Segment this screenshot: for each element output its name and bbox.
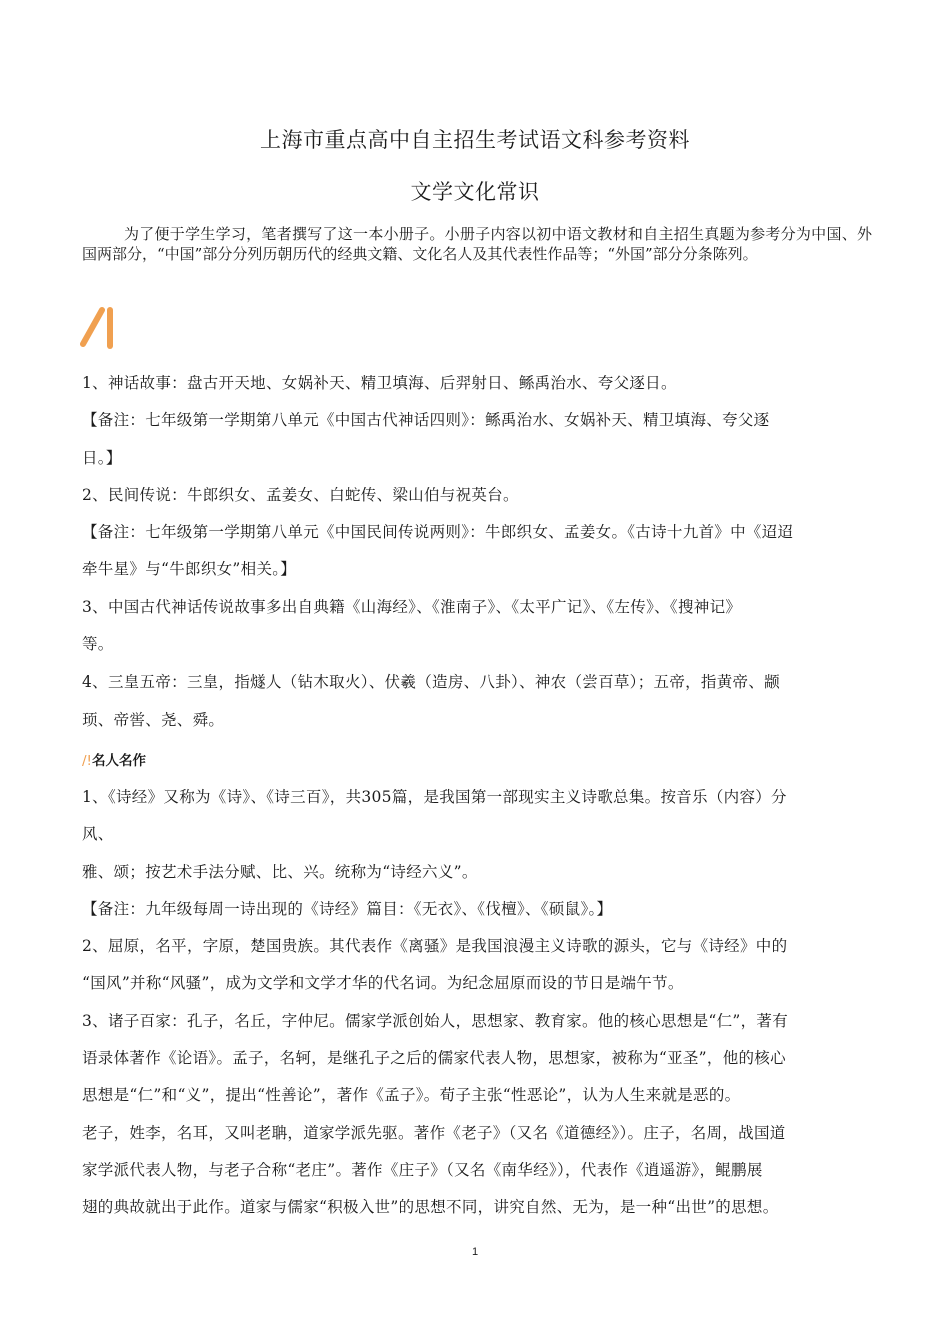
text-line: 翅的典故就出于此作。道家与儒家“积极入世”的思想不同，讲究自然、无为，是一种“出世”的思想。 <box>82 1198 779 1216</box>
text-line: “国风”并称“风骚”，成为文学和文学才华的代名词。为纪念屈原而设的节日是端午节。 <box>82 974 684 992</box>
text-line: 【备注：七年级第一学期第八单元《中国古代神话四则》：鲧禹治水、女娲补天、精卫填海、夸父逐 <box>82 411 770 429</box>
text-line: 【备注：九年级每周一诗出现的《诗经》篇目：《无衣》、《伐檀》、《硕鼠》。】 <box>82 900 613 918</box>
orange-slash-logo-icon <box>80 304 120 350</box>
text-line: 语录体著作《论语》。孟子，名轲，是继孔子之后的儒家代表人物，思想家，被称为“亚圣”，他的核心 <box>82 1049 786 1067</box>
text-line: 等。 <box>82 635 114 653</box>
text-line: 日。】 <box>82 449 122 467</box>
text-line: 顼、帝喾、尧、舜。 <box>82 711 225 729</box>
text-line: 老子，姓李，名耳，又叫老聃，道家学派先驱。著作《老子》（又名《道德经》）。庄子，名周，战国道 <box>82 1124 786 1142</box>
document-subtitle: 文学文化常识 <box>410 180 540 204</box>
intro-paragraph: 为了便于学生学习，笔者撰写了这一本小册子。小册子内容以初中语文教材和自主招生真题为参考分为中国、外国两部分，“中国”部分分列历朝历代的经典文籍、文化名人及其代表性作品等；“外国”部分分条陈列。 <box>82 225 872 263</box>
text-line: 4、三皇五帝：三皇，指燧人（钻木取火）、伏羲（造房、八卦）、神农（尝百草）；五帝，指黄帝、颛 <box>82 673 780 691</box>
text-line: 家学派代表人物，与老子合称“老庄”。著作《庄子》（又名《南华经》），代表作《逍遥游》，鲲鹏展 <box>82 1161 763 1179</box>
text-line: 牵牛星》与“牛郎织女”相关。】 <box>82 560 297 578</box>
text-line: 3、诸子百家：孔子，名丘，字仲尼。儒家学派创始人，思想家、教育家。他的核心思想是“仁”，著有 <box>82 1012 789 1030</box>
text-line: 2、民间传说：牛郎织女、孟姜女、白蛇传、梁山伯与祝英台。 <box>82 486 519 504</box>
document-title: 上海市重点高中自主招生考试语文科参考资料 <box>260 128 690 152</box>
text-line: 思想是“仁”和“义”，提出“性善论”，著作《孟子》。荀子主张“性恶论”，认为人生来就是恶的。 <box>82 1086 741 1104</box>
text-line: 【备注：七年级第一学期第八单元《中国民间传说两则》：牛郎织女、孟姜女。《古诗十九首》中《迢迢 <box>82 523 794 541</box>
text-line: 雅、颂；按艺术手法分赋、比、兴。统称为“诗经六义”。 <box>82 863 478 881</box>
text-line: 1、《诗经》又称为《诗》、《诗三百》，共305篇，是我国第一部现实主义诗歌总集。按音乐（内容）分 <box>82 788 787 806</box>
page-number: 1 <box>471 1246 479 1258</box>
text-line: 2、屈原，名平，字原，楚国贵族。其代表作《离骚》是我国浪漫主义诗歌的源头，它与《诗经》中的 <box>82 937 788 955</box>
text-line: 风、 <box>82 825 114 843</box>
heading-mark: /! <box>82 753 92 769</box>
section-heading <box>82 749 146 769</box>
heading-text: 名人名作 <box>91 753 146 769</box>
text-line: 1、神话故事：盘古开天地、女娲补天、精卫填海、后羿射日、鲧禹治水、夸父逐日。 <box>82 374 677 392</box>
text-line: 3、中国古代神话传说故事多出自典籍《山海经》、《淮南子》、《太平广记》、《左传》、《搜神记》 <box>82 598 742 616</box>
